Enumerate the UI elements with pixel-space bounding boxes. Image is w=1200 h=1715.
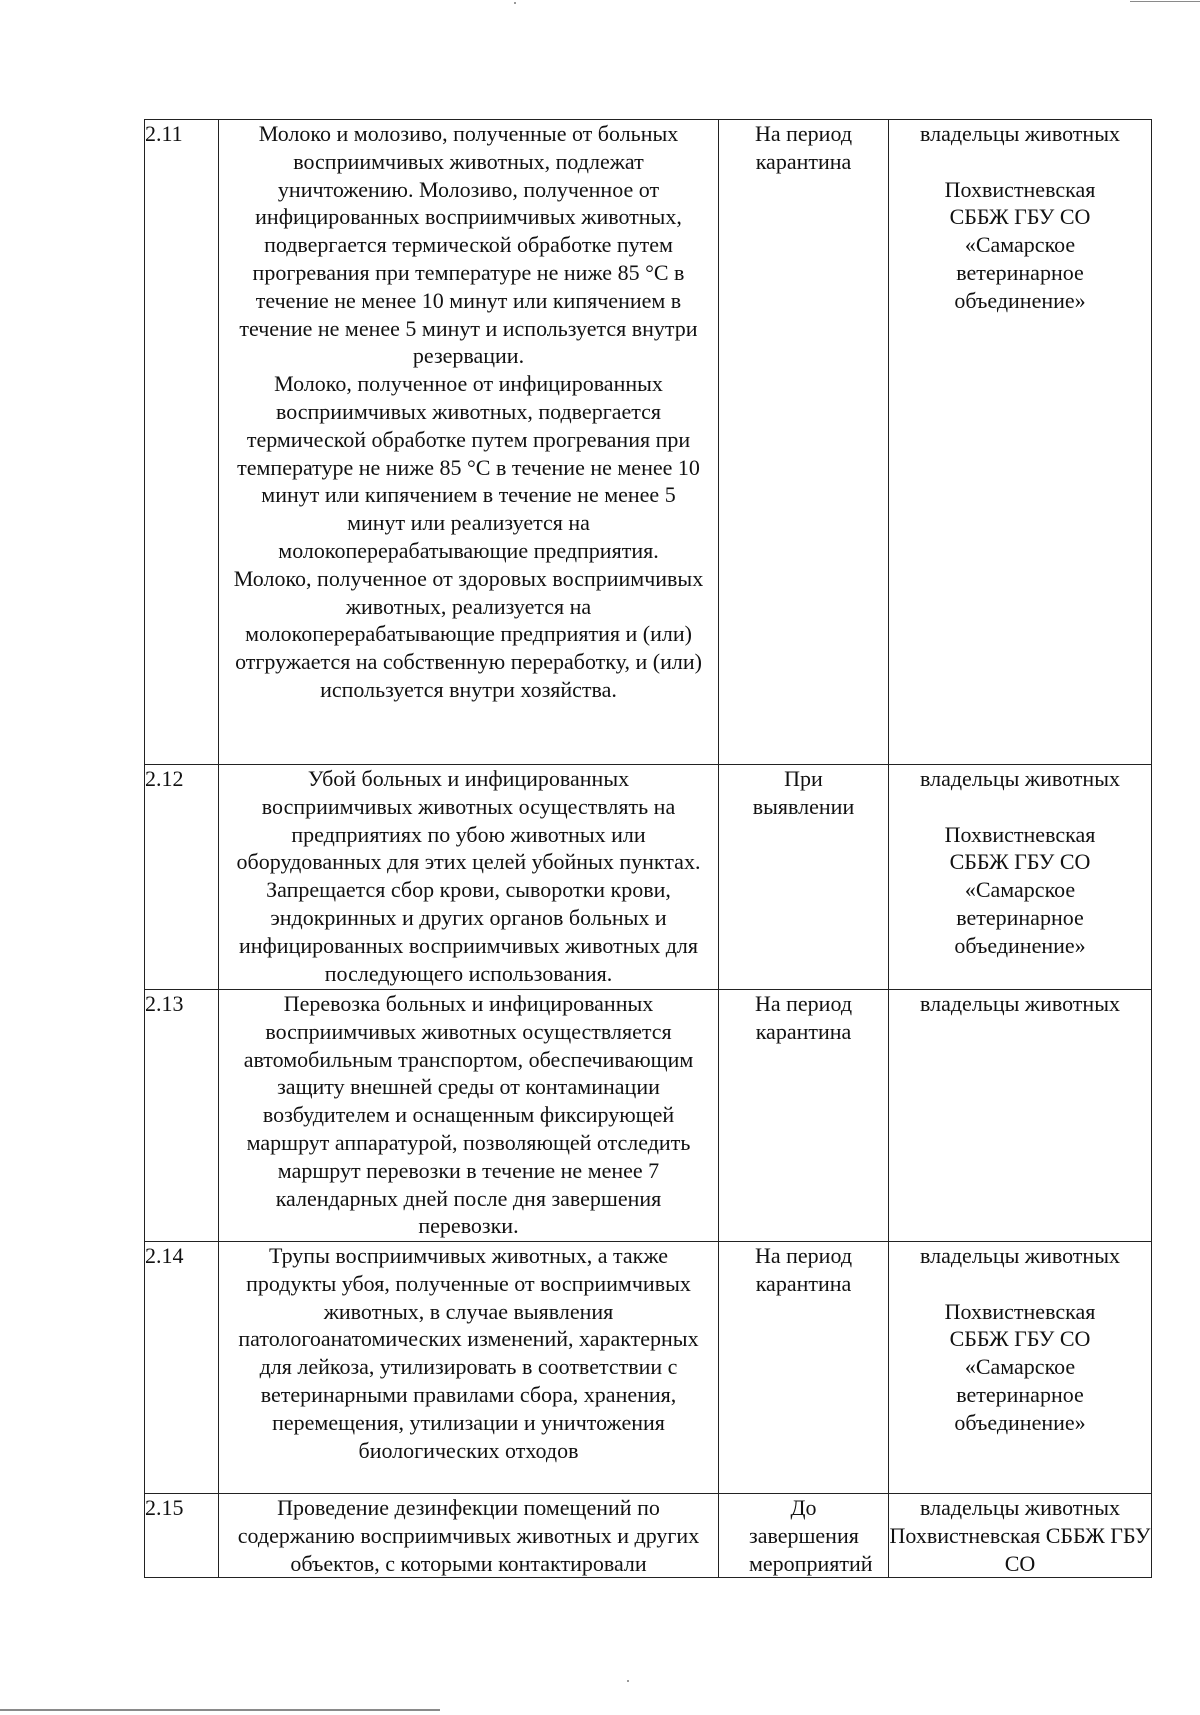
term-cell	[719, 1494, 889, 1578]
measure-description	[219, 990, 719, 1242]
row-number: 2.13	[145, 990, 219, 1242]
scan-speck	[627, 1680, 629, 1682]
term-text: На период карантина	[754, 1243, 853, 1296]
measure-description	[219, 120, 719, 765]
row-number: 2.11	[145, 120, 219, 765]
table-row	[145, 1242, 1152, 1494]
description-paragraph: Молоко, полученное от здоровых восприимчивых животных, реализуется на молокоперерабатывающие предприятия и (или) отгружается на собственную переработку, и (или) используется внутри хозяйства.	[233, 565, 704, 702]
measures-table	[144, 119, 1152, 1578]
description-paragraph: Трупы восприимчивых животных, а также продукты убоя, полученные от восприимчивых животных, в случае выявления патологоанатомических изменений, характерных для лейкоза, утилизировать в соответствии с ветеринарными правилами сбора, хранения, перемещения, утилизации и уничтожения биологических отходов	[238, 1243, 699, 1463]
term-text: На период карантина	[754, 991, 853, 1044]
measure-description	[219, 1242, 719, 1494]
term-text: При выявлении	[752, 766, 855, 819]
row-number: 2.14	[145, 1242, 219, 1494]
description-paragraph: Убой больных и инфицированных восприимчивых животных осуществлять на предприятиях по убою животных или оборудованных для этих целей убойных пунктах. Запрещается сбор крови, сыворотки крови, эндокринных и других органов больных и инфицированных восприимчивых животных для последующего использования.	[236, 766, 701, 986]
responsible-cell	[889, 765, 1152, 990]
responsible-owner: владельцы животных	[920, 1495, 1120, 1520]
responsible-organization: Похвистневская СББЖ ГБУ СО	[889, 1522, 1151, 1576]
term-text: До завершения мероприятий	[749, 1495, 873, 1576]
scan-edge-line-top	[1130, 1, 1200, 2]
responsible-organization: Похвистневская СББЖ ГБУ СО «Самарское ветеринарное объединение»	[944, 821, 1096, 958]
scan-edge-line-bottom	[0, 1709, 440, 1711]
spacer	[933, 793, 1107, 821]
table-row	[145, 120, 1152, 765]
responsible-cell	[889, 1494, 1152, 1578]
responsible-owner: владельцы животных	[920, 766, 1120, 791]
description-paragraph: Молоко и молозиво, полученные от больных восприимчивых животных, подлежат уничтожению. Молозиво, полученное от инфицированных восприимчивых животных, подвергается термической обработке путем прогревания при температуре не ниже 85 °C в течение не менее 10 минут или кипячением в течение не менее 5 минут и используется внутри резервации.	[239, 121, 698, 369]
spacer	[933, 1270, 1107, 1298]
description-paragraph: Перевозка больных и инфицированных восприимчивых животных осуществляется автомобильным транспортом, обеспечивающим защиту внешней среды от контаминации возбудителем и оснащенным фиксирующей маршрут аппаратурой, позволяющей отследить маршрут перевозки в течение не менее 7 календарных дней после дня завершения перевозки.	[243, 991, 694, 1239]
responsible-cell	[889, 990, 1152, 1242]
scan-speck	[514, 2, 516, 4]
row-number: 2.15	[145, 1494, 219, 1578]
description-paragraph: Молоко, полученное от инфицированных восприимчивых животных, подвергается термической обработке путем прогревания при температуре не ниже 85 °C в течение не менее 10 минут или кипячением в течение не менее 5 минут или реализуется на молокоперерабатывающие предприятия.	[237, 371, 700, 563]
term-cell	[719, 1242, 889, 1494]
term-cell	[719, 990, 889, 1242]
responsible-organization: Похвистневская СББЖ ГБУ СО «Самарское ветеринарное объединение»	[944, 176, 1096, 313]
table-row	[145, 1494, 1152, 1578]
responsible-cell	[889, 1242, 1152, 1494]
term-cell	[719, 765, 889, 990]
term-cell	[719, 120, 889, 765]
responsible-owner: владельцы животных	[920, 1243, 1120, 1268]
responsible-cell	[889, 120, 1152, 765]
responsible-owner: владельцы животных	[920, 121, 1120, 146]
spacer	[933, 148, 1107, 176]
measure-description	[219, 1494, 719, 1578]
responsible-organization: Похвистневская СББЖ ГБУ СО «Самарское ветеринарное объединение»	[944, 1298, 1096, 1435]
term-text: На период карантина	[754, 121, 853, 174]
row-number: 2.12	[145, 765, 219, 990]
table-row	[145, 990, 1152, 1242]
measure-description	[219, 765, 719, 990]
responsible-owner: владельцы животных	[920, 991, 1120, 1016]
table-row	[145, 765, 1152, 990]
description-paragraph: Проведение дезинфекции помещений по содержанию восприимчивых животных и других объектов, с которыми контактировали	[237, 1495, 700, 1576]
